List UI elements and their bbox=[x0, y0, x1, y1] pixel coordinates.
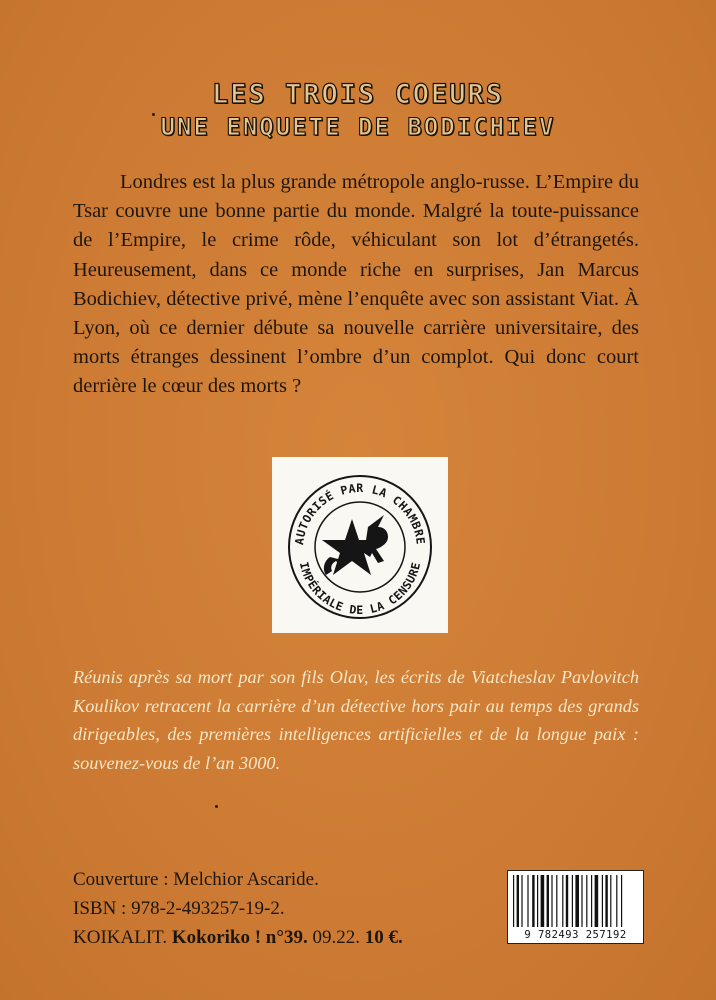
barcode-bar bbox=[621, 875, 622, 927]
seal-graphic bbox=[272, 457, 448, 633]
barcode-bar bbox=[591, 875, 592, 927]
synopsis bbox=[73, 168, 639, 402]
blurb bbox=[73, 663, 639, 777]
seal-top-text: AUTORISÉ PAR LA CHAMBRE bbox=[292, 481, 428, 546]
barcode-bar bbox=[513, 875, 514, 927]
isbn: ISBN : 978-2-493257-19-2. bbox=[73, 898, 285, 919]
cover-credit: Couverture : Melchior Ascaride. bbox=[73, 869, 319, 890]
barcode-bar bbox=[551, 875, 552, 927]
barcode-bar bbox=[595, 875, 599, 927]
blurb-text: Réunis après sa mort par son fils Olav, les écrits de Viatcheslav Pavlovitch Koulikov retracent la carrière d’un détective hors pair au temps des grands dirigeables, des premières intelligences artificielles et de la longue paix : souvenez-vous de l’an 3000. bbox=[73, 667, 639, 773]
title-block bbox=[0, 80, 716, 142]
synopsis-text: Londres est la plus grande métropole anglo-russe. L’Empire du Tsar couvre une bonne partie du monde. Malgré la toute-puissance de l’Empire, le crime rôde, véhiculant son lot d’étrangetés. Heureusement, dans ce monde riche en surprises, Jan Marcus Bodichiev, détective privé, mène l’enquête avec son assistant Viat. À Lyon, où ce dernier débute sa nouvelle carrière universitaire, des morts étranges dessinent l’ombre d’un complot. Qui donc court derrière le cœur des morts ? bbox=[73, 171, 639, 398]
series: Kokoriko ! n°39. bbox=[171, 927, 308, 948]
barcode-bar bbox=[581, 875, 582, 927]
barcode-bar bbox=[537, 875, 538, 927]
price: 10 €. bbox=[364, 927, 403, 948]
barcode-bar bbox=[527, 875, 528, 927]
unicorn-icon bbox=[364, 515, 388, 563]
credits bbox=[73, 865, 513, 952]
barcode bbox=[507, 870, 644, 944]
barcode-bar bbox=[562, 875, 563, 927]
publisher: KOIKALIT. bbox=[73, 927, 168, 948]
barcode-number: 9 782493 257192 bbox=[524, 929, 627, 941]
barcode-bar bbox=[521, 875, 522, 927]
barcode-bar bbox=[610, 875, 611, 927]
barcode-bar bbox=[532, 875, 534, 927]
barcode-bar bbox=[566, 875, 568, 927]
book-subtitle: UNE ENQUETE DE BODICHIEV bbox=[160, 113, 556, 141]
barcode-bar bbox=[517, 875, 519, 927]
barcode-bar bbox=[605, 875, 607, 927]
barcode-bar bbox=[547, 875, 549, 927]
book-title: LES TROIS COEURS bbox=[211, 79, 505, 110]
censorship-seal bbox=[272, 457, 448, 633]
print-speck bbox=[215, 805, 218, 808]
barcode-bar bbox=[616, 875, 617, 927]
barcode-bar bbox=[602, 875, 603, 927]
pub-date: 09.22. bbox=[312, 927, 360, 948]
seal-bottom-text: IMPÉRIALE DE LA CENSURE bbox=[296, 560, 424, 617]
barcode-bar bbox=[541, 875, 545, 927]
barcode-bars bbox=[508, 871, 643, 929]
barcode-bar bbox=[556, 875, 557, 927]
publication-line bbox=[73, 923, 513, 952]
barcode-bar bbox=[572, 875, 573, 927]
barcode-bar bbox=[586, 875, 587, 927]
barcode-bar bbox=[575, 875, 579, 927]
